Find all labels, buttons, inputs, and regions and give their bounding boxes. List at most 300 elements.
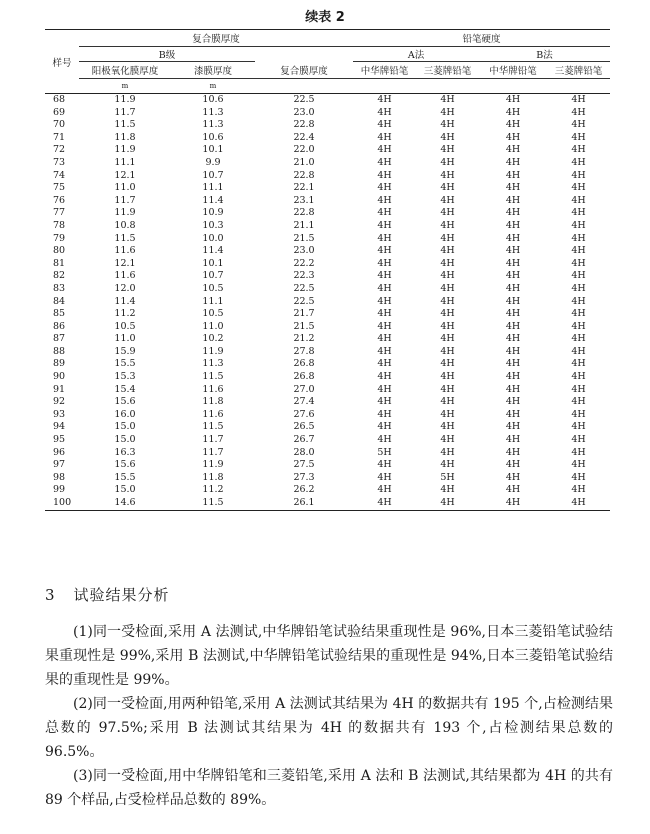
table-row bbox=[45, 195, 610, 208]
cell-composite: 21.7 bbox=[293, 308, 315, 320]
cell-anodic: 12.1 bbox=[114, 257, 136, 269]
cell-sample: 97 bbox=[53, 459, 66, 471]
header-a-zhonghua: 中华牌铅笔 bbox=[353, 62, 416, 79]
cell-a-zhonghua: 4H bbox=[377, 345, 392, 357]
cell-a-zhonghua: 4H bbox=[377, 434, 392, 446]
cell-b-mitsubishi: 4H bbox=[571, 169, 586, 181]
cell-composite: 26.8 bbox=[293, 358, 315, 370]
cell-b-mitsubishi: 4H bbox=[571, 320, 586, 332]
table-row bbox=[45, 220, 610, 233]
cell-b-zhonghua: 4H bbox=[505, 383, 521, 395]
table-row bbox=[45, 270, 610, 283]
header-composite-group: 复合膜厚度 bbox=[79, 30, 353, 47]
cell-paint: 11.5 bbox=[202, 371, 224, 383]
cell-a-zhonghua: 4H bbox=[377, 270, 392, 282]
table-row bbox=[45, 207, 610, 220]
cell-anodic: 15.6 bbox=[114, 459, 136, 471]
cell-a-zhonghua: 4H bbox=[377, 169, 392, 181]
cell-sample: 96 bbox=[53, 446, 66, 458]
table-row bbox=[45, 459, 610, 472]
cell-b-mitsubishi: 4H bbox=[571, 484, 586, 496]
cell-sample: 87 bbox=[53, 333, 66, 345]
cell-b-mitsubishi: 4H bbox=[571, 144, 586, 156]
cell-sample: 91 bbox=[53, 383, 66, 395]
cell-b-mitsubishi: 4H bbox=[571, 471, 586, 483]
cell-b-mitsubishi: 4H bbox=[571, 106, 586, 118]
cell-a-zhonghua: 4H bbox=[377, 459, 392, 471]
table-row bbox=[45, 182, 610, 195]
cell-anodic: 16.0 bbox=[114, 408, 136, 420]
cell-sample: 71 bbox=[53, 131, 66, 143]
header-b-mitsubishi: 三菱牌铅笔 bbox=[547, 62, 610, 79]
cell-b-zhonghua: 4H bbox=[505, 434, 521, 446]
table-row bbox=[45, 132, 610, 145]
table-row bbox=[45, 245, 610, 258]
table-row bbox=[45, 371, 610, 384]
cell-a-mitsubishi: 4H bbox=[440, 94, 455, 105]
cell-b-zhonghua: 4H bbox=[505, 421, 521, 433]
cell-b-mitsubishi: 4H bbox=[571, 194, 586, 206]
cell-b-zhonghua: 4H bbox=[505, 358, 521, 370]
cell-b-zhonghua: 4H bbox=[505, 131, 521, 143]
cell-composite: 22.4 bbox=[293, 131, 315, 143]
cell-sample: 100 bbox=[53, 497, 72, 508]
header-a-mitsubishi: 三菱牌铅笔 bbox=[416, 62, 479, 79]
cell-b-zhonghua: 4H bbox=[505, 320, 521, 332]
cell-composite: 21.5 bbox=[293, 232, 315, 244]
cell-anodic: 11.7 bbox=[114, 106, 136, 118]
cell-anodic: 15.6 bbox=[114, 396, 136, 408]
paragraph: (1)同一受检面,采用 A 法测试,中华牌铅笔试验结果重现性是 96%,日本三菱铅笔试验结果重现性是 99%,采用 B 法测试,中华牌铅笔试验结果的重现性是 94%,日本三菱铅笔试验结果的重现性是 99%。 bbox=[45, 624, 613, 688]
data-table bbox=[45, 29, 610, 511]
cell-anodic: 15.5 bbox=[114, 358, 136, 370]
table-row bbox=[45, 434, 610, 447]
table-row bbox=[45, 144, 610, 157]
cell-a-mitsubishi: 4H bbox=[440, 257, 455, 269]
cell-a-zhonghua: 4H bbox=[377, 320, 392, 332]
cell-composite: 26.5 bbox=[293, 421, 315, 433]
cell-sample: 93 bbox=[53, 408, 66, 420]
cell-a-zhonghua: 4H bbox=[377, 219, 392, 231]
table-row bbox=[45, 321, 610, 334]
cell-b-mitsubishi: 4H bbox=[571, 295, 586, 307]
cell-a-mitsubishi: 4H bbox=[440, 497, 455, 508]
cell-a-mitsubishi: 4H bbox=[440, 194, 455, 206]
cell-composite: 22.5 bbox=[293, 94, 315, 105]
cell-paint: 11.5 bbox=[202, 421, 224, 433]
cell-composite: 27.4 bbox=[293, 396, 315, 408]
table-row bbox=[45, 119, 610, 132]
cell-anodic: 11.1 bbox=[114, 156, 136, 168]
cell-b-mitsubishi: 4H bbox=[571, 131, 586, 143]
cell-a-zhonghua: 5H bbox=[377, 446, 392, 458]
cell-anodic: 10.5 bbox=[114, 320, 136, 332]
cell-b-mitsubishi: 4H bbox=[571, 282, 586, 294]
section-number: 3 bbox=[45, 586, 56, 604]
header-sample: 样号 bbox=[45, 30, 79, 94]
cell-b-mitsubishi: 4H bbox=[571, 245, 586, 257]
cell-sample: 86 bbox=[53, 320, 66, 332]
cell-composite: 22.1 bbox=[293, 182, 315, 194]
cell-anodic: 15.0 bbox=[114, 434, 136, 446]
cell-b-zhonghua: 4H bbox=[505, 446, 521, 458]
cell-b-zhonghua: 4H bbox=[505, 333, 521, 345]
cell-a-mitsubishi: 4H bbox=[440, 144, 455, 156]
cell-anodic: 12.0 bbox=[114, 282, 136, 294]
cell-sample: 80 bbox=[53, 245, 66, 257]
cell-a-mitsubishi: 4H bbox=[440, 219, 455, 231]
cell-a-zhonghua: 4H bbox=[377, 131, 392, 143]
header-b-zhonghua: 中华牌铅笔 bbox=[479, 62, 547, 79]
cell-a-mitsubishi: 4H bbox=[440, 396, 455, 408]
cell-composite: 21.1 bbox=[293, 219, 315, 231]
cell-paint: 10.7 bbox=[202, 169, 224, 181]
cell-b-mitsubishi: 4H bbox=[571, 358, 586, 370]
cell-paint: 10.1 bbox=[202, 144, 224, 156]
cell-anodic: 12.1 bbox=[114, 169, 136, 181]
table-row bbox=[45, 396, 610, 409]
cell-a-mitsubishi: 4H bbox=[440, 119, 455, 131]
cell-sample: 76 bbox=[53, 194, 66, 206]
cell-a-mitsubishi: 4H bbox=[440, 295, 455, 307]
cell-anodic: 11.9 bbox=[114, 94, 136, 105]
cell-b-mitsubishi: 4H bbox=[571, 232, 586, 244]
cell-a-zhonghua: 4H bbox=[377, 421, 392, 433]
cell-b-mitsubishi: 4H bbox=[571, 371, 586, 383]
cell-anodic: 11.9 bbox=[114, 144, 136, 156]
cell-composite: 22.2 bbox=[293, 257, 315, 269]
cell-a-mitsubishi: 4H bbox=[440, 383, 455, 395]
cell-b-zhonghua: 4H bbox=[505, 308, 521, 320]
cell-b-zhonghua: 4H bbox=[505, 144, 521, 156]
cell-anodic: 11.0 bbox=[114, 182, 136, 194]
header-paint: 漆膜厚度 bbox=[171, 62, 255, 79]
cell-paint: 10.0 bbox=[202, 232, 224, 244]
cell-paint: 10.5 bbox=[202, 308, 224, 320]
cell-b-zhonghua: 4H bbox=[505, 119, 521, 131]
cell-a-zhonghua: 4H bbox=[377, 119, 392, 131]
cell-b-mitsubishi: 4H bbox=[571, 207, 586, 219]
cell-paint: 10.5 bbox=[202, 282, 224, 294]
table-row bbox=[45, 346, 610, 359]
cell-a-mitsubishi: 4H bbox=[440, 320, 455, 332]
cell-sample: 73 bbox=[53, 156, 66, 168]
cell-composite: 22.8 bbox=[293, 169, 315, 181]
cell-b-mitsubishi: 4H bbox=[571, 434, 586, 446]
cell-composite: 26.8 bbox=[293, 371, 315, 383]
table-row bbox=[45, 94, 610, 107]
cell-a-zhonghua: 4H bbox=[377, 383, 392, 395]
cell-a-mitsubishi: 4H bbox=[440, 434, 455, 446]
cell-composite: 21.0 bbox=[293, 156, 315, 168]
cell-a-mitsubishi: 4H bbox=[440, 169, 455, 181]
cell-b-zhonghua: 4H bbox=[505, 106, 521, 118]
cell-anodic: 15.0 bbox=[114, 421, 136, 433]
table-row bbox=[45, 358, 610, 371]
cell-sample: 68 bbox=[53, 94, 66, 105]
cell-paint: 11.7 bbox=[202, 434, 224, 446]
cell-b-mitsubishi: 4H bbox=[571, 219, 586, 231]
cell-a-zhonghua: 4H bbox=[377, 106, 392, 118]
cell-composite: 26.1 bbox=[293, 497, 315, 508]
cell-a-mitsubishi: 4H bbox=[440, 421, 455, 433]
cell-a-zhonghua: 4H bbox=[377, 396, 392, 408]
cell-b-zhonghua: 4H bbox=[505, 295, 521, 307]
cell-anodic: 11.0 bbox=[114, 333, 136, 345]
cell-paint: 11.6 bbox=[202, 383, 224, 395]
table-row bbox=[45, 497, 610, 510]
cell-b-mitsubishi: 4H bbox=[571, 383, 586, 395]
cell-composite: 22.5 bbox=[293, 295, 315, 307]
cell-b-zhonghua: 4H bbox=[505, 245, 521, 257]
cell-sample: 89 bbox=[53, 358, 66, 370]
header-pencil-group: 铅笔硬度 bbox=[353, 30, 610, 47]
cell-sample: 83 bbox=[53, 282, 66, 294]
cell-anodic: 15.3 bbox=[114, 371, 136, 383]
paragraph: (2)同一受检面,用两种铅笔,采用 A 法测试其结果为 4H 的数据共有 195 个,占检测结果总数的 97.5%;采用 B 法测试其结果为 4H 的数据共有 193 个,占检测结果总数的 96.5%。 bbox=[45, 696, 613, 760]
cell-composite: 22.0 bbox=[293, 144, 315, 156]
cell-anodic: 11.2 bbox=[114, 308, 136, 320]
paragraph: (3)同一受检面,用中华牌铅笔和三菱铅笔,采用 A 法和 B 法测试,其结果都为 4H 的共有 89 个样品,占受检样品总数的 89%。 bbox=[45, 768, 613, 808]
cell-b-zhonghua: 4H bbox=[505, 257, 521, 269]
header-b-grade: B级 bbox=[79, 47, 255, 62]
cell-sample: 72 bbox=[53, 144, 66, 156]
cell-composite: 23.0 bbox=[293, 106, 315, 118]
cell-composite: 22.8 bbox=[293, 119, 315, 131]
cell-sample: 75 bbox=[53, 182, 66, 194]
cell-b-zhonghua: 4H bbox=[505, 169, 521, 181]
cell-composite: 22.5 bbox=[293, 282, 315, 294]
table-row bbox=[45, 157, 610, 170]
cell-a-mitsubishi: 4H bbox=[440, 282, 455, 294]
table-row bbox=[45, 107, 610, 120]
cell-anodic: 10.8 bbox=[114, 219, 136, 231]
cell-a-zhonghua: 4H bbox=[377, 408, 392, 420]
cell-b-mitsubishi: 4H bbox=[571, 156, 586, 168]
cell-b-zhonghua: 4H bbox=[505, 371, 521, 383]
cell-paint: 11.3 bbox=[202, 119, 224, 131]
cell-paint: 10.7 bbox=[202, 270, 224, 282]
cell-composite: 22.3 bbox=[293, 270, 315, 282]
table-row bbox=[45, 296, 610, 309]
cell-b-zhonghua: 4H bbox=[505, 194, 521, 206]
cell-sample: 94 bbox=[53, 421, 66, 433]
cell-sample: 70 bbox=[53, 119, 66, 131]
table-row bbox=[45, 333, 610, 346]
cell-paint: 11.9 bbox=[202, 345, 224, 357]
cell-composite: 27.3 bbox=[293, 471, 315, 483]
cell-paint: 11.3 bbox=[202, 106, 224, 118]
cell-a-mitsubishi: 4H bbox=[440, 333, 455, 345]
cell-a-zhonghua: 4H bbox=[377, 358, 392, 370]
cell-a-zhonghua: 4H bbox=[377, 371, 392, 383]
cell-anodic: 11.4 bbox=[114, 295, 136, 307]
table-row bbox=[45, 409, 610, 422]
cell-a-mitsubishi: 4H bbox=[440, 371, 455, 383]
cell-a-zhonghua: 4H bbox=[377, 232, 392, 244]
cell-a-zhonghua: 4H bbox=[377, 295, 392, 307]
cell-a-mitsubishi: 4H bbox=[440, 182, 455, 194]
cell-paint: 10.6 bbox=[202, 131, 224, 143]
cell-composite: 27.5 bbox=[293, 459, 315, 471]
cell-anodic: 11.5 bbox=[114, 232, 136, 244]
cell-sample: 98 bbox=[53, 471, 66, 483]
cell-b-mitsubishi: 4H bbox=[571, 182, 586, 194]
table-row bbox=[45, 233, 610, 246]
cell-a-zhonghua: 4H bbox=[377, 245, 392, 257]
cell-sample: 77 bbox=[53, 207, 66, 219]
cell-b-mitsubishi: 4H bbox=[571, 408, 586, 420]
table-row bbox=[45, 170, 610, 183]
cell-a-zhonghua: 4H bbox=[377, 484, 392, 496]
cell-a-zhonghua: 4H bbox=[377, 497, 392, 508]
cell-a-mitsubishi: 4H bbox=[440, 484, 455, 496]
header-method-a: A法 bbox=[353, 47, 479, 62]
unit-anodic: m bbox=[121, 82, 129, 90]
table-row bbox=[45, 472, 610, 485]
cell-b-zhonghua: 4H bbox=[505, 156, 521, 168]
cell-b-zhonghua: 4H bbox=[505, 345, 521, 357]
cell-anodic: 11.9 bbox=[114, 207, 136, 219]
cell-composite: 27.6 bbox=[293, 408, 315, 420]
cell-b-zhonghua: 4H bbox=[505, 219, 521, 231]
cell-b-mitsubishi: 4H bbox=[571, 119, 586, 131]
unit-paint: m bbox=[209, 82, 217, 90]
cell-a-mitsubishi: 5H bbox=[440, 471, 455, 483]
cell-paint: 10.1 bbox=[202, 257, 224, 269]
cell-sample: 74 bbox=[53, 169, 66, 181]
cell-b-zhonghua: 4H bbox=[505, 408, 521, 420]
cell-sample: 79 bbox=[53, 232, 66, 244]
cell-anodic: 15.9 bbox=[114, 345, 136, 357]
cell-paint: 11.1 bbox=[202, 295, 224, 307]
cell-b-mitsubishi: 4H bbox=[571, 270, 586, 282]
cell-anodic: 11.5 bbox=[114, 119, 136, 131]
cell-composite: 27.0 bbox=[293, 383, 315, 395]
cell-sample: 85 bbox=[53, 308, 66, 320]
cell-anodic: 14.6 bbox=[114, 497, 136, 508]
cell-composite: 21.2 bbox=[293, 333, 315, 345]
cell-a-mitsubishi: 4H bbox=[440, 156, 455, 168]
cell-a-mitsubishi: 4H bbox=[440, 308, 455, 320]
cell-composite: 26.7 bbox=[293, 434, 315, 446]
cell-a-zhonghua: 4H bbox=[377, 257, 392, 269]
table-row bbox=[45, 447, 610, 460]
cell-b-zhonghua: 4H bbox=[505, 484, 521, 496]
cell-composite: 26.2 bbox=[293, 484, 315, 496]
cell-composite: 21.5 bbox=[293, 320, 315, 332]
cell-b-mitsubishi: 4H bbox=[571, 459, 586, 471]
cell-sample: 81 bbox=[53, 257, 66, 269]
cell-b-zhonghua: 4H bbox=[505, 396, 521, 408]
cell-b-mitsubishi: 4H bbox=[571, 421, 586, 433]
cell-composite: 23.0 bbox=[293, 245, 315, 257]
cell-anodic: 15.0 bbox=[114, 484, 136, 496]
cell-sample: 82 bbox=[53, 270, 66, 282]
cell-b-zhonghua: 4H bbox=[505, 471, 521, 483]
cell-a-mitsubishi: 4H bbox=[440, 245, 455, 257]
cell-anodic: 11.6 bbox=[114, 245, 136, 257]
cell-b-mitsubishi: 4H bbox=[571, 308, 586, 320]
cell-b-zhonghua: 4H bbox=[505, 282, 521, 294]
cell-sample: 95 bbox=[53, 434, 66, 446]
cell-composite: 22.8 bbox=[293, 207, 315, 219]
cell-paint: 11.8 bbox=[202, 396, 224, 408]
cell-a-mitsubishi: 4H bbox=[440, 232, 455, 244]
cell-b-mitsubishi: 4H bbox=[571, 333, 586, 345]
cell-a-zhonghua: 4H bbox=[377, 194, 392, 206]
cell-paint: 11.7 bbox=[202, 446, 224, 458]
table-row bbox=[45, 258, 610, 271]
cell-paint: 11.8 bbox=[202, 471, 224, 483]
section-title: 试验结果分析 bbox=[73, 586, 170, 604]
cell-a-mitsubishi: 4H bbox=[440, 358, 455, 370]
cell-b-mitsubishi: 4H bbox=[571, 446, 586, 458]
cell-paint: 10.9 bbox=[202, 207, 224, 219]
cell-b-zhonghua: 4H bbox=[505, 232, 521, 244]
cell-paint: 11.1 bbox=[202, 182, 224, 194]
cell-anodic: 11.7 bbox=[114, 194, 136, 206]
cell-a-mitsubishi: 4H bbox=[440, 131, 455, 143]
cell-anodic: 11.6 bbox=[114, 270, 136, 282]
cell-paint: 11.4 bbox=[202, 245, 224, 257]
header-anodic: 阳极氧化膜厚度 bbox=[79, 62, 171, 79]
cell-composite: 27.8 bbox=[293, 345, 315, 357]
cell-paint: 11.6 bbox=[202, 408, 224, 420]
cell-a-mitsubishi: 4H bbox=[440, 270, 455, 282]
cell-paint: 10.2 bbox=[202, 333, 224, 345]
cell-paint: 11.5 bbox=[202, 497, 224, 508]
table-row bbox=[45, 308, 610, 321]
cell-paint: 11.3 bbox=[202, 358, 224, 370]
cell-paint: 11.9 bbox=[202, 459, 224, 471]
cell-a-zhonghua: 4H bbox=[377, 333, 392, 345]
table-caption: 续表 2 bbox=[305, 10, 345, 25]
cell-paint: 11.4 bbox=[202, 194, 224, 206]
cell-b-zhonghua: 4H bbox=[505, 94, 521, 105]
cell-sample: 78 bbox=[53, 219, 66, 231]
cell-b-zhonghua: 4H bbox=[505, 270, 521, 282]
cell-a-mitsubishi: 4H bbox=[440, 408, 455, 420]
section-heading bbox=[45, 584, 170, 605]
cell-b-mitsubishi: 4H bbox=[571, 497, 586, 508]
cell-anodic: 15.4 bbox=[114, 383, 136, 395]
header-composite: 复合膜厚度 bbox=[255, 62, 353, 79]
table-body bbox=[45, 94, 610, 511]
table-row bbox=[45, 384, 610, 397]
cell-b-mitsubishi: 4H bbox=[571, 396, 586, 408]
cell-a-zhonghua: 4H bbox=[377, 308, 392, 320]
cell-anodic: 11.8 bbox=[114, 131, 136, 143]
table-row bbox=[45, 421, 610, 434]
cell-a-mitsubishi: 4H bbox=[440, 106, 455, 118]
cell-b-zhonghua: 4H bbox=[505, 459, 521, 471]
cell-sample: 90 bbox=[53, 371, 66, 383]
cell-composite: 28.0 bbox=[293, 446, 315, 458]
cell-b-zhonghua: 4H bbox=[505, 497, 521, 508]
cell-paint: 9.9 bbox=[205, 156, 221, 168]
cell-paint: 11.0 bbox=[202, 320, 224, 332]
cell-paint: 11.2 bbox=[202, 484, 224, 496]
cell-a-zhonghua: 4H bbox=[377, 94, 392, 105]
cell-b-zhonghua: 4H bbox=[505, 207, 521, 219]
cell-a-mitsubishi: 4H bbox=[440, 446, 455, 458]
cell-a-mitsubishi: 4H bbox=[440, 207, 455, 219]
cell-anodic: 16.3 bbox=[114, 446, 136, 458]
cell-a-zhonghua: 4H bbox=[377, 471, 392, 483]
cell-a-zhonghua: 4H bbox=[377, 156, 392, 168]
cell-sample: 69 bbox=[53, 106, 66, 118]
